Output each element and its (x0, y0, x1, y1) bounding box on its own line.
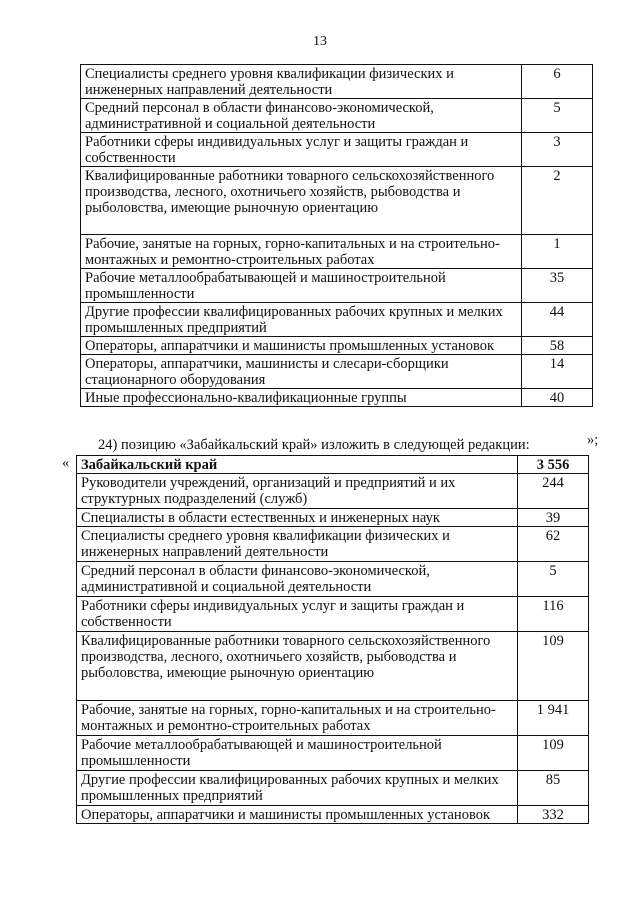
table-row (81, 269, 593, 303)
occupation-name: Рабочие, занятые на горных, горно-капитальных и на строительно-монтажных и ремонтно-строительных работах (77, 701, 518, 736)
table-row (77, 736, 589, 771)
occupation-table-previous (80, 64, 593, 407)
occupation-name: Операторы, аппаратчики и машинисты промышленных установок (77, 806, 518, 824)
table-row (77, 771, 589, 806)
table-row (81, 235, 593, 269)
occupation-value: 109 (518, 736, 589, 771)
occupation-table-zabaykalsky (76, 455, 589, 824)
table-row (77, 562, 589, 597)
occupation-value: 332 (518, 806, 589, 824)
occupation-name: Средний персонал в области финансово-экономической, административной и социальной деятельности (77, 562, 518, 597)
occupation-name: Операторы, аппаратчики и машинисты промышленных установок (81, 337, 522, 355)
occupation-name: Рабочие металлообрабатывающей и машиностроительной промышленности (81, 269, 522, 303)
occupation-value: 39 (518, 509, 589, 527)
table-row (81, 389, 593, 407)
occupation-value: 5 (518, 562, 589, 597)
occupation-value: 116 (518, 597, 589, 632)
table-row (81, 355, 593, 389)
table-row (77, 701, 589, 736)
occupation-name: Рабочие, занятые на горных, горно-капитальных и на строительно-монтажных и ремонтно-строительных работах (81, 235, 522, 269)
opening-quote-mark: « (62, 455, 70, 471)
occupation-value: 1 941 (518, 701, 589, 736)
table-row (77, 597, 589, 632)
table-row (81, 133, 593, 167)
occupation-name: Руководители учреждений, организаций и предприятий и их структурных подразделений (служб) (77, 474, 518, 509)
occupation-value: 85 (518, 771, 589, 806)
table-row (81, 303, 593, 337)
occupation-value: 14 (522, 355, 593, 389)
occupation-name: Работники сферы индивидуальных услуг и защиты граждан и собственности (77, 597, 518, 632)
table-row (77, 632, 589, 701)
closing-quote-mark: »; (587, 432, 599, 448)
table-row (77, 474, 589, 509)
table-row (77, 806, 589, 824)
occupation-name: Средний персонал в области финансово-экономической, административной и социальной деятельности (81, 99, 522, 133)
occupation-value: 109 (518, 632, 589, 701)
occupation-value: 244 (518, 474, 589, 509)
occupation-value: 6 (522, 65, 593, 99)
table-row (77, 527, 589, 562)
occupation-name: Рабочие металлообрабатывающей и машиностроительной промышленности (77, 736, 518, 771)
page-number: 13 (313, 34, 327, 49)
occupation-value: 62 (518, 527, 589, 562)
occupation-value: 5 (522, 99, 593, 133)
occupation-value: 2 (522, 167, 593, 235)
occupation-value: 40 (522, 389, 593, 407)
table-row (81, 99, 593, 133)
occupation-name: Специалисты среднего уровня квалификации физических и инженерных направлений деятельности (77, 527, 518, 562)
table-row (81, 167, 593, 235)
region-total: 3 556 (518, 456, 589, 474)
occupation-value: 35 (522, 269, 593, 303)
table-row (77, 509, 589, 527)
occupation-value: 3 (522, 133, 593, 167)
region-name: Забайкальский край (77, 456, 518, 474)
amendment-instruction: 24) позицию «Забайкальский край» изложить в следующей редакции: (98, 437, 530, 453)
occupation-name: Специалисты в области естественных и инженерных наук (77, 509, 518, 527)
occupation-value: 1 (522, 235, 593, 269)
occupation-name: Другие профессии квалифицированных рабочих крупных и мелких промышленных предприятий (77, 771, 518, 806)
occupation-name: Другие профессии квалифицированных рабочих крупных и мелких промышленных предприятий (81, 303, 522, 337)
occupation-value: 58 (522, 337, 593, 355)
table-row (81, 337, 593, 355)
table-row (81, 65, 593, 99)
occupation-name: Специалисты среднего уровня квалификации физических и инженерных направлений деятельности (81, 65, 522, 99)
occupation-name: Операторы, аппаратчики, машинисты и слесари-сборщики стационарного оборудования (81, 355, 522, 389)
occupation-name: Квалифицированные работники товарного сельскохозяйственного производства, лесного, охотничьего хозяйств, рыбоводства и рыболовства, имеющие рыночную ориентацию (81, 167, 522, 235)
occupation-name: Работники сферы индивидуальных услуг и защиты граждан и собственности (81, 133, 522, 167)
occupation-value: 44 (522, 303, 593, 337)
region-header-row (77, 456, 589, 474)
occupation-name: Иные профессионально-квалификационные группы (81, 389, 522, 407)
occupation-name: Квалифицированные работники товарного сельскохозяйственного производства, лесного, охотничьего хозяйств, рыбоводства и рыболовства, имеющие рыночную ориентацию (77, 632, 518, 701)
